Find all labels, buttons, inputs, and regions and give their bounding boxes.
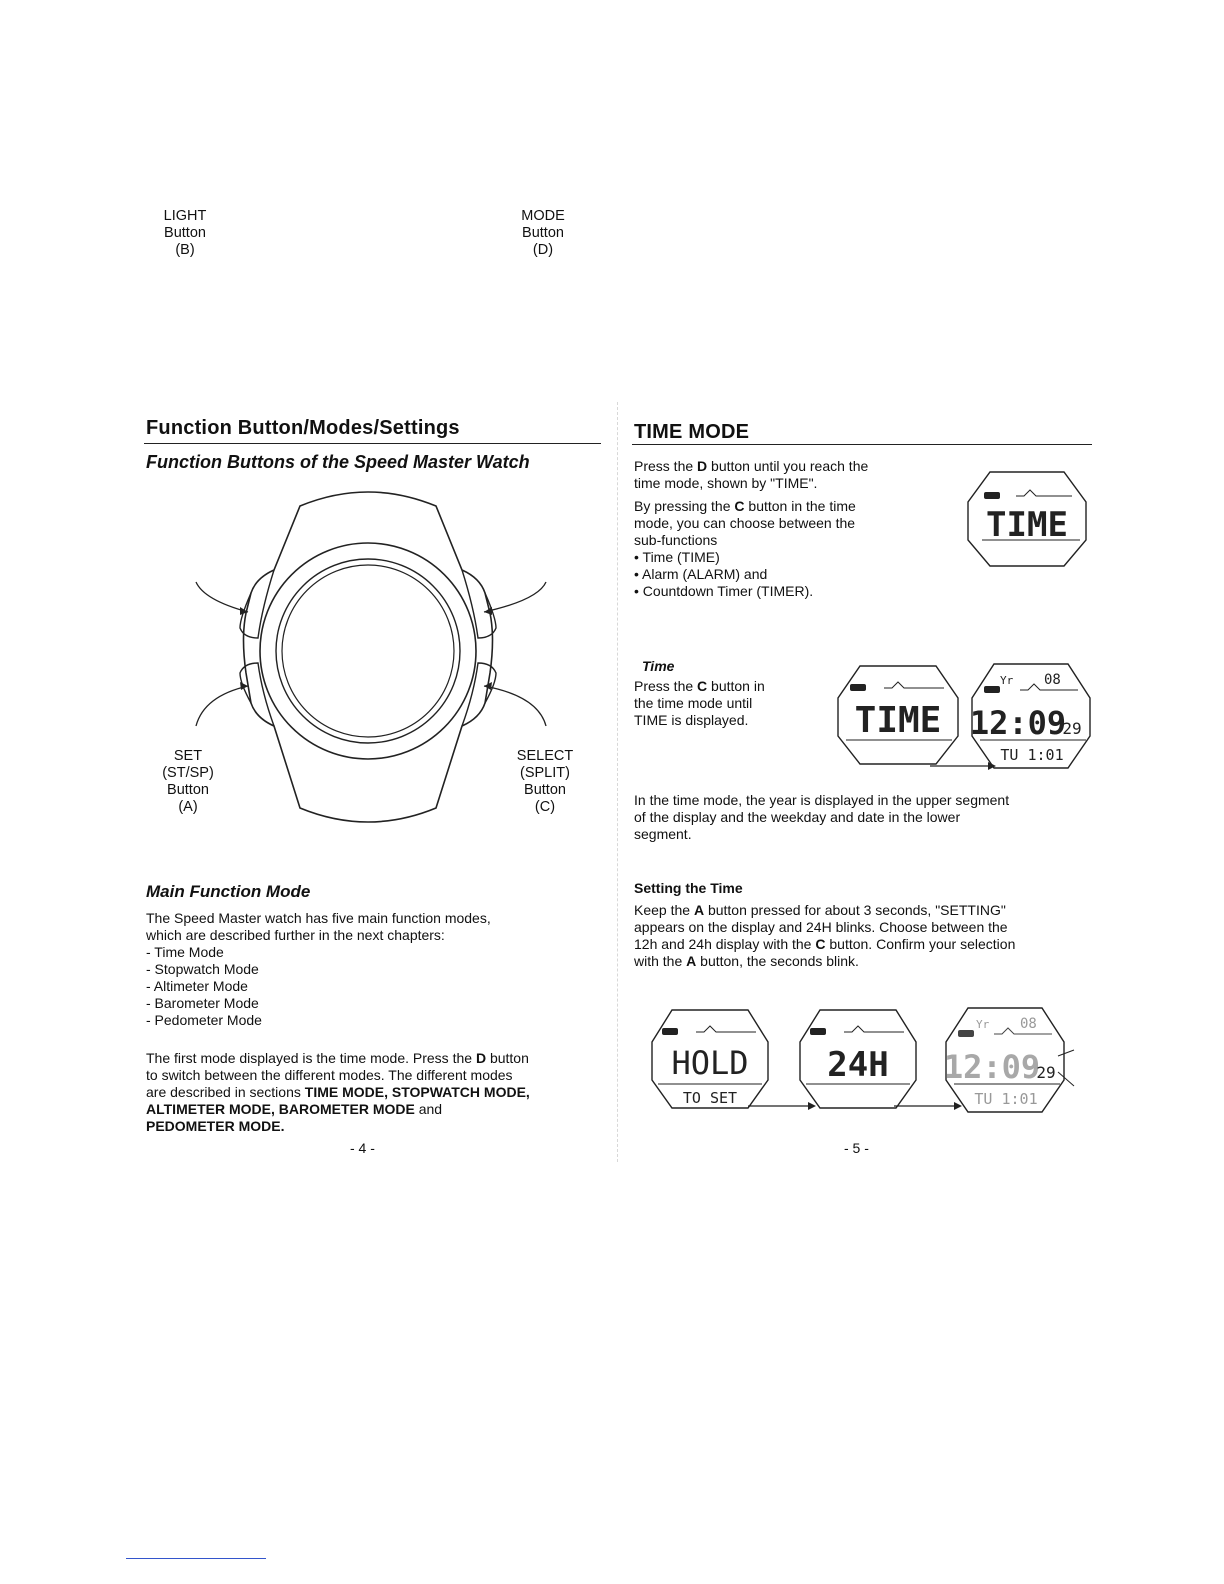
time-text [634, 678, 814, 729]
para-text: time mode, shown by "TIME". [634, 475, 818, 491]
para-text: mode, you can choose between the [634, 515, 856, 531]
main-function-heading: Main Function Mode [146, 882, 311, 901]
set-label-2: (ST/SP) [162, 765, 214, 781]
select-label-3: Button [524, 782, 566, 798]
para-bold: C [697, 678, 708, 694]
right-heading: TIME MODE [634, 421, 750, 443]
time-description [634, 792, 1094, 843]
main-intro [146, 910, 606, 1029]
para-text: appears on the display and 24H blinks. Choose between the [634, 919, 1008, 935]
para-text: Keep the [634, 902, 694, 918]
mode-list-item: - Barometer Mode [146, 995, 259, 1011]
set-label-4: (A) [178, 799, 198, 815]
para-text: button until you reach the [707, 458, 869, 474]
setting-heading: Setting the Time [634, 880, 743, 896]
lcd-time-top [962, 466, 1092, 574]
bezel-inner [276, 559, 460, 743]
left-heading: Function Button/Modes/Settings [146, 417, 460, 439]
light-label [150, 208, 220, 259]
arrow-set [196, 686, 248, 726]
mode-list-item: - Time Mode [146, 944, 224, 960]
arrow-select [484, 686, 546, 726]
para-text: Press the [634, 458, 698, 474]
para-text: sub-functions [634, 532, 718, 548]
para-text: button [486, 1050, 529, 1066]
lcd-time-middle [832, 660, 964, 772]
arrow-time-to-clock [930, 760, 1000, 772]
page-number-left: - 4 - [350, 1140, 375, 1156]
lcd-hold-text: HOLD [671, 1044, 749, 1082]
para-text: TIME is displayed. [634, 712, 749, 728]
arrow-mode [484, 582, 546, 612]
lcd-clock [966, 656, 1096, 776]
para-text: In the time mode, the year is displayed in the upper segment [634, 792, 1010, 808]
lcd-clock-text: 12:09 [969, 704, 1067, 742]
para-bold: PEDOMETER MODE. [146, 1118, 285, 1134]
select-label-4: (C) [534, 799, 556, 815]
lcd-clock-blink [940, 1000, 1080, 1120]
main-intro-line-2: which are described further in the next chapters: [146, 927, 445, 943]
subfunction-item: • Countdown Timer (TIMER). [634, 583, 814, 599]
para-text: button, the seconds blink. [696, 953, 859, 969]
select-label-1: SELECT [516, 748, 574, 764]
mode-label-3: (D) [532, 242, 554, 258]
lcd-year-dim: 08 [1020, 1016, 1037, 1032]
mode-label-2: Button [522, 225, 564, 241]
modes-paragraph [146, 1050, 616, 1135]
para-bold: TIME MODE, STOPWATCH MODE, [304, 1084, 530, 1100]
mode-button-shape [462, 570, 496, 638]
lcd-to-set-text: TO SET [682, 1089, 738, 1107]
lcd-weekday-date: TU 1:01 [1000, 746, 1064, 764]
lcd-24h-text: 24H [827, 1045, 889, 1085]
time-subheading: Time [642, 658, 675, 674]
watch-face [282, 565, 454, 737]
lcd-time-middle-text: TIME [854, 700, 942, 741]
subfunction-item: • Time (TIME) [634, 549, 720, 565]
para-text: segment. [634, 826, 692, 842]
left-subheading: Function Buttons of the Speed Master Watch [146, 452, 530, 472]
para-text: By pressing the [634, 498, 735, 514]
left-heading-rule [144, 443, 601, 444]
set-label-3: Button [167, 782, 209, 798]
para-text: The first mode displayed is the time mode. Press the [146, 1050, 476, 1066]
para-text: Press the [634, 678, 698, 694]
subfunction-item: • Alarm (ALARM) and [634, 566, 768, 582]
para-text: button pressed for about 3 seconds, "SETTING" [704, 902, 1006, 918]
para-bold: C [734, 498, 745, 514]
time-mode-intro [634, 458, 934, 600]
para-text: 12h and 24h display with the [634, 936, 816, 952]
para-bold: ALTIMETER MODE, BAROMETER MODE [146, 1101, 415, 1117]
lcd-seconds: 29 [1062, 719, 1082, 738]
para-text: the time mode until [634, 695, 753, 711]
para-text: to switch between the different modes. The different modes [146, 1067, 513, 1083]
mode-label-1: MODE [521, 208, 565, 224]
lcd-year-label: Yr [1000, 674, 1014, 687]
bezel-outer [260, 543, 476, 759]
light-label-1: LIGHT [163, 208, 207, 224]
lcd-time-text: TIME [986, 505, 1068, 545]
select-label [506, 748, 584, 816]
mode-label [508, 208, 578, 259]
para-text: button. Confirm your selection [825, 936, 1016, 952]
footnote-rule [126, 1558, 266, 1559]
select-label-2: (SPLIT) [520, 765, 570, 781]
light-button-shape [240, 570, 274, 638]
lcd-weekday-date-dim: TU 1:01 [974, 1090, 1038, 1108]
para-text: and [414, 1101, 443, 1117]
para-text: button in [707, 678, 765, 694]
set-label-1: SET [173, 748, 203, 764]
watch-body [244, 492, 493, 822]
light-label-2: Button [164, 225, 206, 241]
page-number-right: - 5 - [844, 1140, 869, 1156]
lcd-seconds-blink: 29 [1036, 1063, 1056, 1082]
para-bold: D [697, 458, 708, 474]
lcd-year-label-dim: Yr [976, 1018, 990, 1031]
mode-list-item: - Pedometer Mode [146, 1012, 262, 1028]
para-text: are described in sections [146, 1084, 305, 1100]
light-label-3: (B) [175, 242, 195, 258]
para-text: of the display and the weekday and date in the lower [634, 809, 961, 825]
main-intro-line-1: The Speed Master watch has five main function modes, [146, 910, 491, 926]
mode-list-item: - Altimeter Mode [146, 978, 248, 994]
set-label [150, 748, 226, 816]
para-bold: C [815, 936, 826, 952]
para-text: button in the time [744, 498, 856, 514]
para-bold: D [475, 1050, 487, 1066]
page-divider [617, 402, 618, 1162]
mode-list-item: - Stopwatch Mode [146, 961, 259, 977]
right-heading-rule [632, 444, 1092, 445]
setting-paragraph [634, 902, 1094, 970]
para-bold: A [693, 902, 705, 918]
lcd-clock-dim: 12:09 [943, 1048, 1041, 1086]
lcd-year: 08 [1044, 672, 1061, 688]
para-text: with the [634, 953, 687, 969]
para-bold: A [686, 953, 697, 969]
